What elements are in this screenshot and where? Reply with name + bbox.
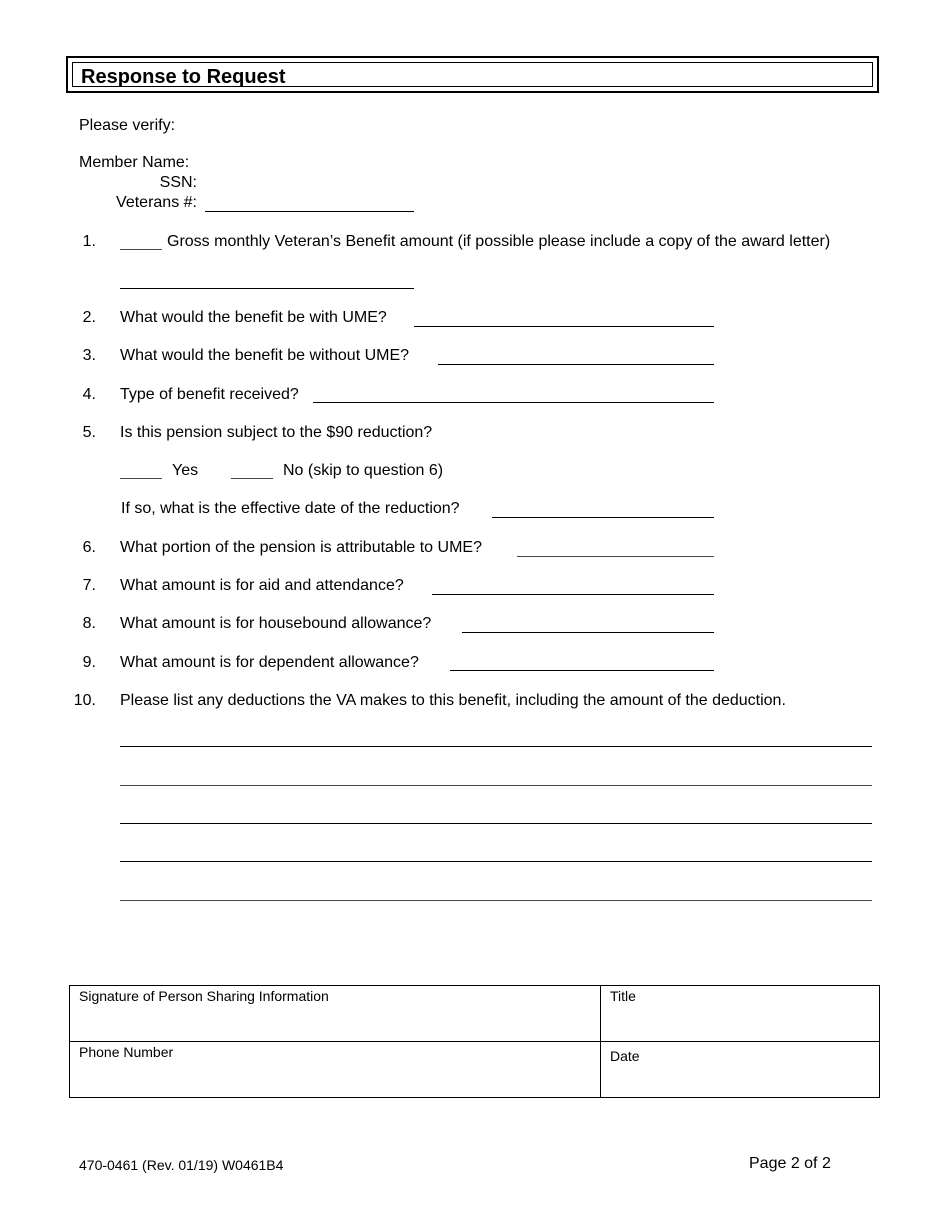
q2-answer-field[interactable] bbox=[414, 326, 714, 327]
signature-label: Signature of Person Sharing Information bbox=[79, 988, 329, 1004]
q10-line-2[interactable] bbox=[120, 785, 872, 786]
q6-text: What portion of the pension is attributable to UME? bbox=[120, 539, 482, 556]
q1-number: 1. bbox=[82, 233, 96, 250]
q5-yes-label: Yes bbox=[172, 462, 199, 479]
q8-number: 8. bbox=[82, 615, 96, 632]
date-cell[interactable] bbox=[601, 1042, 879, 1097]
please-verify-label: Please verify: bbox=[79, 117, 176, 134]
q3-answer-field[interactable] bbox=[438, 364, 714, 365]
q9-answer-field[interactable] bbox=[450, 670, 714, 671]
ssn-label: SSN: bbox=[159, 174, 197, 191]
q7-text: What amount is for aid and attendance? bbox=[120, 577, 404, 594]
q3-number: 3. bbox=[82, 347, 96, 364]
q5-date-field[interactable] bbox=[492, 517, 714, 518]
q8-answer-field[interactable] bbox=[462, 632, 714, 633]
q9-text: What amount is for dependent allowance? bbox=[120, 654, 419, 671]
title-box-inner bbox=[72, 62, 873, 87]
phone-cell[interactable] bbox=[70, 1042, 601, 1097]
q4-answer-field[interactable] bbox=[313, 402, 714, 403]
q4-number: 4. bbox=[82, 386, 96, 403]
q10-number: 10. bbox=[73, 692, 96, 709]
title-box bbox=[66, 56, 879, 93]
q10-line-4[interactable] bbox=[120, 861, 872, 862]
q5-no-label: No (skip to question 6) bbox=[283, 462, 444, 479]
title-label: Title bbox=[610, 988, 636, 1004]
q5-number: 5. bbox=[82, 424, 96, 441]
veterans-number-field[interactable] bbox=[205, 211, 414, 212]
veterans-number-label: Veterans #: bbox=[116, 194, 197, 211]
member-name-label: Member Name: bbox=[79, 154, 190, 171]
q2-number: 2. bbox=[82, 309, 96, 326]
title-cell[interactable] bbox=[601, 986, 879, 1042]
q5-text: Is this pension subject to the $90 reduction? bbox=[120, 424, 433, 441]
q5-yes-field[interactable] bbox=[120, 478, 162, 479]
date-label: Date bbox=[610, 1048, 640, 1064]
page-number: Page 2 of 2 bbox=[749, 1155, 831, 1172]
q2-text: What would the benefit be with UME? bbox=[120, 309, 387, 326]
q10-line-5[interactable] bbox=[120, 900, 872, 901]
phone-label: Phone Number bbox=[79, 1044, 174, 1060]
q1-blank-field[interactable] bbox=[120, 249, 162, 250]
form-id: 470-0461 (Rev. 01/19) W0461B4 bbox=[79, 1157, 284, 1173]
q6-answer-field[interactable] bbox=[517, 556, 714, 557]
q10-line-1[interactable] bbox=[120, 746, 872, 747]
q7-answer-field[interactable] bbox=[432, 594, 714, 595]
signature-cell[interactable] bbox=[70, 986, 601, 1042]
q9-number: 9. bbox=[82, 654, 96, 671]
q5-followup-text: If so, what is the effective date of the reduction? bbox=[121, 500, 460, 517]
q10-line-3[interactable] bbox=[120, 823, 872, 824]
page-title: Response to Request bbox=[81, 66, 286, 88]
signature-table bbox=[69, 985, 880, 1098]
q7-number: 7. bbox=[82, 577, 96, 594]
q5-no-field[interactable] bbox=[231, 478, 273, 479]
q1-text: Gross monthly Veteran’s Benefit amount (if possible please include a copy of the award letter) bbox=[167, 233, 831, 250]
q6-number: 6. bbox=[82, 539, 96, 556]
q4-text: Type of benefit received? bbox=[120, 386, 299, 403]
q10-text: Please list any deductions the VA makes to this benefit, including the amount of the deduction. bbox=[120, 692, 786, 709]
q3-text: What would the benefit be without UME? bbox=[120, 347, 410, 364]
q1-amount-field[interactable] bbox=[120, 288, 414, 289]
q8-text: What amount is for housebound allowance? bbox=[120, 615, 432, 632]
